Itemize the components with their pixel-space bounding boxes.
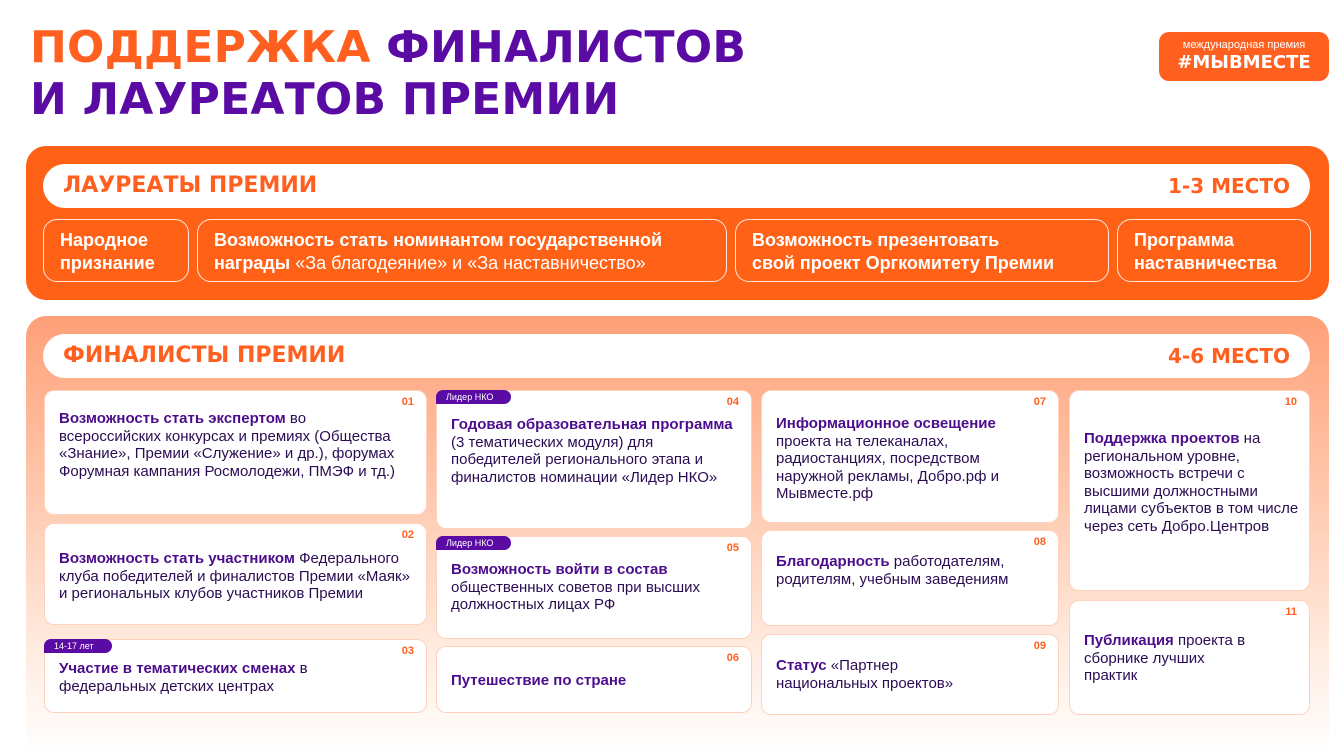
card-bold-text: Участие в тематических сменах <box>59 660 296 677</box>
card-text <box>776 657 998 692</box>
age-tag: 14-17 лет <box>44 639 112 653</box>
finalist-benefit-card <box>436 390 752 529</box>
title-line2: И ЛАУРЕАТОВ ПРЕМИИ <box>30 74 620 125</box>
finalist-benefit-card <box>436 646 752 713</box>
card-text <box>451 416 741 486</box>
title-purple-word: ФИНАЛИСТОВ <box>386 22 747 73</box>
finalists-section <box>26 316 1329 756</box>
laureates-heading: ЛАУРЕАТЫ ПРЕМИИ <box>63 173 318 198</box>
laureate-benefit-3-line1: Возможность презентовать <box>752 230 1000 250</box>
card-bold-text: Путешествие по стране <box>451 672 627 689</box>
card-body-text: «Партнер национальных проектов» <box>776 657 954 692</box>
finalist-benefit-card <box>761 530 1059 626</box>
laureate-benefit-1-line1: Народное <box>60 230 149 250</box>
card-bold-text: Возможность стать экспертом <box>59 410 286 427</box>
card-body-text: во всероссийских конкурсах и премиях (Общества «Знание», Премии «Служение» и др.), форумах Форумная кампания Росмолодежи, ПМЭФ и тд.) <box>59 410 396 480</box>
card-number: 08 <box>1033 536 1046 548</box>
card-body-text: на региональном уровне, возможность встречи с высшими должностными лицами субъектов в том числе через сеть Добро.Центров <box>1084 430 1299 535</box>
laureate-benefit-4 <box>1117 219 1311 282</box>
card-number: 01 <box>401 396 414 408</box>
finalist-benefit-card <box>761 634 1059 715</box>
finalists-place: 4-6 МЕСТО <box>1168 344 1290 368</box>
laureates-section <box>26 146 1329 300</box>
laureate-benefit-4-line2: наставничества <box>1134 253 1277 273</box>
card-text <box>776 553 1018 588</box>
laureate-benefit-2-line2b: «За благодеяние» и «За наставничество» <box>295 253 646 273</box>
laureates-place: 1-3 МЕСТО <box>1168 174 1290 198</box>
card-text <box>776 415 1044 503</box>
laureate-benefit-2-line2a: награды <box>214 253 296 273</box>
card-number: 06 <box>726 652 739 664</box>
laureate-benefit-1-line2: признание <box>60 253 155 273</box>
finalist-benefit-card <box>761 390 1059 523</box>
card-body-text: проекта на телеканалах, радиостанциях, посредством наружной рекламы, Добро.рф и Мывместе.рф <box>776 432 999 502</box>
card-bold-text: Поддержка проектов <box>1084 430 1240 447</box>
laureate-benefit-3-line2: свой проект Оргкомитету Премии <box>752 253 1055 273</box>
card-number: 03 <box>401 645 414 657</box>
card-body-text: проекта в сборнике лучших практик <box>1084 632 1246 684</box>
card-text <box>59 550 416 603</box>
finalist-benefit-card <box>44 639 427 713</box>
card-text <box>1084 430 1303 535</box>
card-bold-text: Благодарность <box>776 553 890 570</box>
card-number: 09 <box>1033 640 1046 652</box>
finalist-benefit-card <box>1069 390 1310 591</box>
card-body-text: работодателям, родителям, учебным заведениям <box>776 553 1009 588</box>
laureate-benefit-3 <box>735 219 1109 282</box>
finalists-header <box>43 334 1310 378</box>
card-number: 07 <box>1033 396 1046 408</box>
laureate-benefit-4-line1: Программа <box>1134 230 1234 250</box>
card-text <box>451 561 721 614</box>
card-text <box>59 660 366 695</box>
card-text <box>1084 632 1259 685</box>
award-logo <box>1159 32 1329 81</box>
card-bold-text: Публикация <box>1084 632 1174 649</box>
card-number: 02 <box>401 529 414 541</box>
card-text <box>451 672 737 690</box>
finalist-benefit-card <box>44 390 427 515</box>
page-title <box>30 22 746 126</box>
card-number: 04 <box>726 396 739 408</box>
card-text <box>59 410 406 480</box>
card-body-text: (3 тематических модуля) для победителей регионального этапа и финалистов номинации «Лидер НКО» <box>451 433 718 486</box>
laureate-benefit-2 <box>197 219 727 282</box>
card-body-text: в федеральных детских центрах <box>59 660 308 695</box>
laureate-benefit-1 <box>43 219 189 282</box>
nko-tag: Лидер НКО <box>436 390 511 404</box>
card-number: 11 <box>1285 606 1297 618</box>
card-bold-text: Информационное освещение <box>776 415 996 432</box>
finalist-benefit-card <box>1069 600 1310 715</box>
logo-hashtag: #МЫВМЕСТЕ <box>1177 52 1311 73</box>
laureate-benefit-2-line1: Возможность стать номинантом государственной <box>214 230 663 250</box>
card-bold-text: Возможность стать участником <box>59 550 295 567</box>
finalist-benefit-card <box>436 536 752 639</box>
card-body-text: общественных советов при высших должностных лицах РФ <box>451 578 700 613</box>
card-number: 05 <box>726 542 739 554</box>
finalists-heading: ФИНАЛИСТЫ ПРЕМИИ <box>63 343 346 368</box>
laureates-header <box>43 164 1310 208</box>
card-bold-text: Статус <box>776 657 827 674</box>
card-body-text: Федерального клуба победителей и финалистов Премии «Маяк» и региональных клубов участников Премии <box>59 550 410 602</box>
card-bold-text: Возможность войти в состав <box>451 561 668 578</box>
nko-tag: Лидер НКО <box>436 536 511 550</box>
card-bold-text: Годовая образовательная программа <box>451 416 733 433</box>
title-orange-word: ПОДДЕРЖКА <box>30 22 371 73</box>
logo-caption: международная премия <box>1182 39 1306 51</box>
finalist-benefit-card <box>44 523 427 625</box>
card-number: 10 <box>1284 396 1297 408</box>
